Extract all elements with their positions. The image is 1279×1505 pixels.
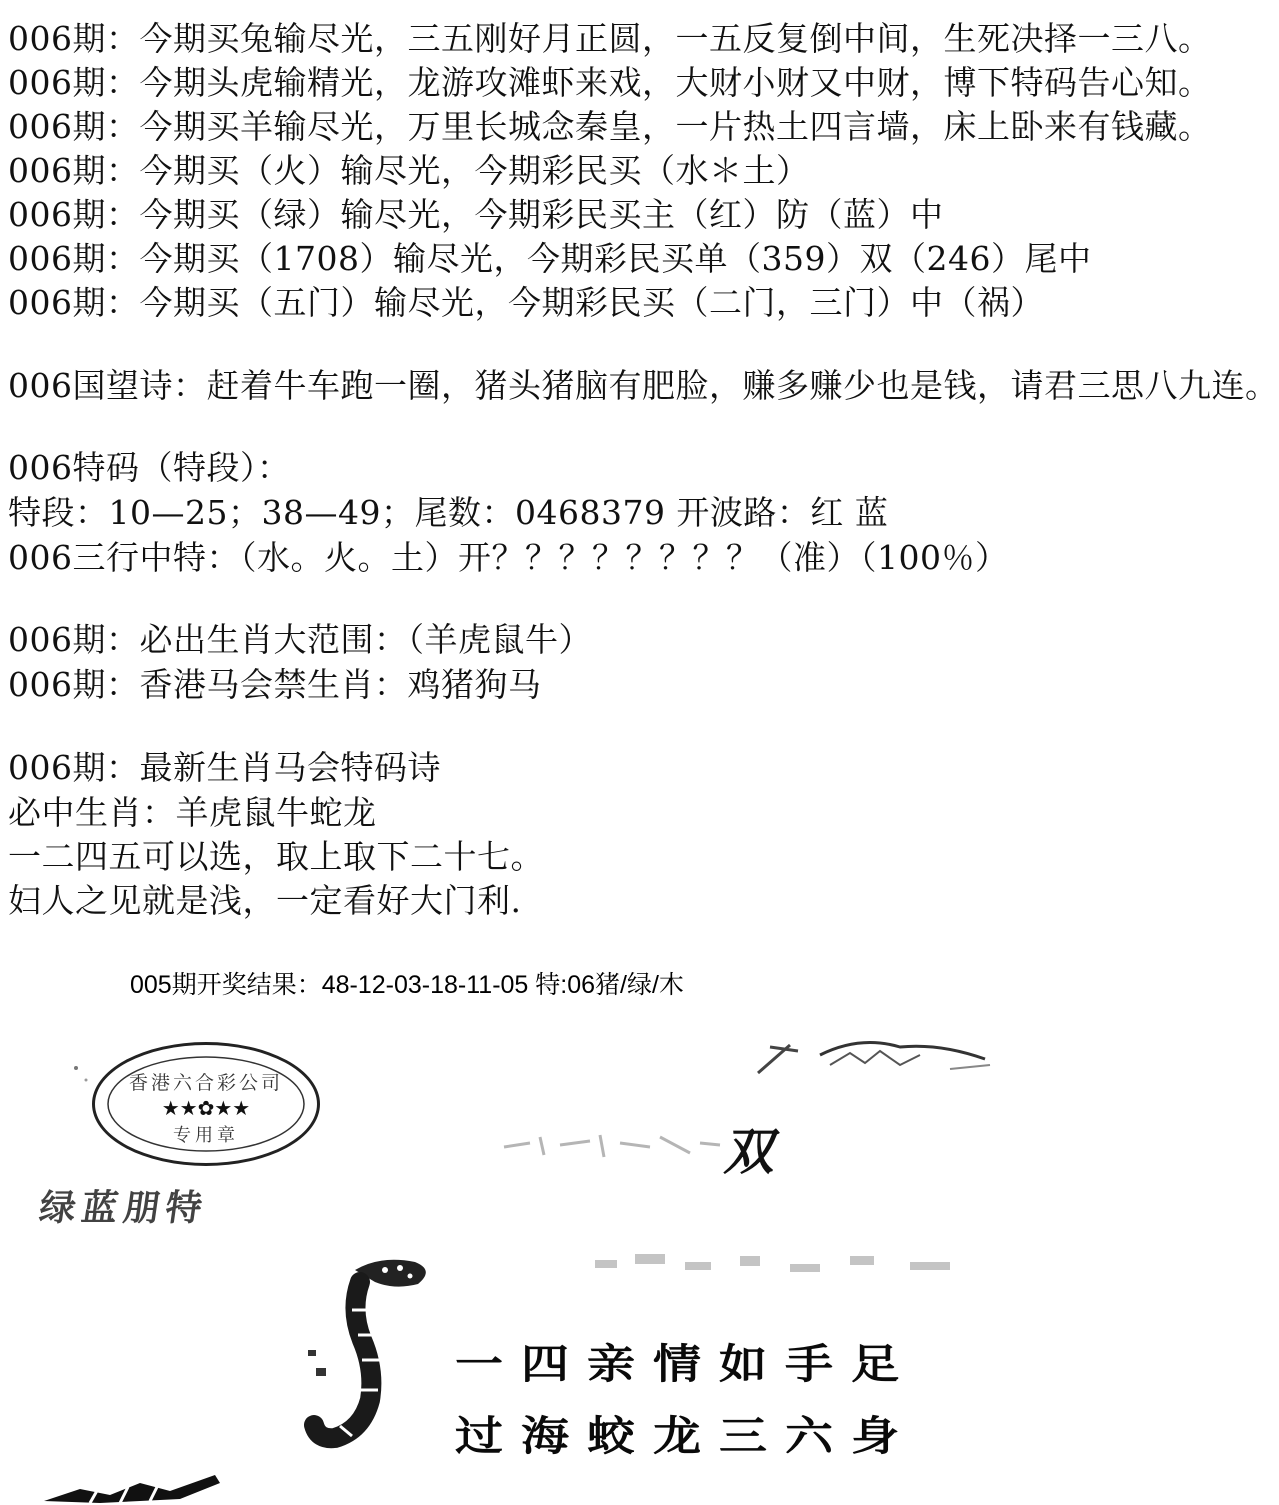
tip-line-7: 006期：今期买（五门）输尽光，今期彩民买（二门，三门）中（祸） — [8, 283, 1044, 322]
faint-dots-icon — [590, 1240, 970, 1290]
poem-line-guowang: 006国望诗：赶着牛车跑一圈，猪头猪脑有肥脸，赚多赚少也是钱，请君三思八九连。 — [8, 366, 1279, 405]
green-blue-label: 绿蓝朋特 — [36, 1188, 211, 1229]
zodiac-poem-heading: 006期：最新生肖马会特码诗 — [8, 748, 441, 787]
special-code-heading: 006特码（特段）： — [8, 448, 291, 487]
faint-scribble-icon — [500, 1125, 725, 1165]
zodiac-poem-line-2: 妇人之见就是浅，一定看好大门利. — [8, 881, 522, 920]
zodiac-range-line: 006期：必出生肖大范围：（羊虎鼠牛） — [8, 620, 592, 659]
tip-line-2: 006期：今期头虎输精光，龙游攻滩虾来戏，大财小财又中财，博下特码告心知。 — [8, 63, 1212, 102]
snake-figure-icon — [300, 1250, 440, 1450]
tip-line-6: 006期：今期买（1708）输尽光，今期彩民买单（359）双（246）尾中 — [8, 239, 1092, 278]
svg-text:专用章: 专用章 — [173, 1125, 239, 1146]
double-char: 双 — [720, 1123, 784, 1181]
tip-line-1: 006期：今期买兔输尽光，三五刚好月正圆，一五反复倒中间，生死决择一三八。 — [8, 19, 1212, 58]
tip-line-5: 006期：今期买（绿）输尽光，今期彩民买主（红）防（蓝）中 — [8, 195, 944, 234]
stamp-seal-icon — [92, 1042, 320, 1166]
draw-results: 005期开奖结果：48-12-03-18-11-05 特:06猪/绿/木 — [130, 971, 684, 999]
poem-line-2: 过海蛟龙三六身 — [455, 1412, 918, 1461]
tip-line-4: 006期：今期买（火）输尽光，今期彩民买（水＊土） — [8, 151, 810, 190]
poem-line-1: 一四亲情如手足 — [455, 1340, 918, 1389]
zodiac-poem-line-1: 一二四五可以选，取上取下二十七。 — [8, 837, 544, 876]
stamp-smudge-icon — [68, 1060, 108, 1090]
three-elements-line: 006三行中特：（水。火。土）开？？？？？？？？（准）（100％） — [8, 538, 1009, 577]
must-zodiac-line: 必中生肖：羊虎鼠牛蛇龙 — [8, 793, 377, 832]
sketch-scribble-icon — [750, 1025, 1010, 1085]
tip-line-3: 006期：今期买羊输尽光，万里长城念秦皇，一片热土四言墙，床上卧来有钱藏。 — [8, 107, 1212, 146]
special-range-line: 特段：10—25；38—49；尾数：0468379 开波路：红 蓝 — [8, 493, 889, 532]
svg-text:香港六合彩公司: 香港六合彩公司 — [128, 1072, 284, 1094]
brush-stroke-icon — [40, 1465, 230, 1505]
svg-text:★★✿★★: ★★✿★★ — [161, 1096, 251, 1120]
banned-zodiac-line: 006期：香港马会禁生肖：鸡猪狗马 — [8, 665, 542, 704]
